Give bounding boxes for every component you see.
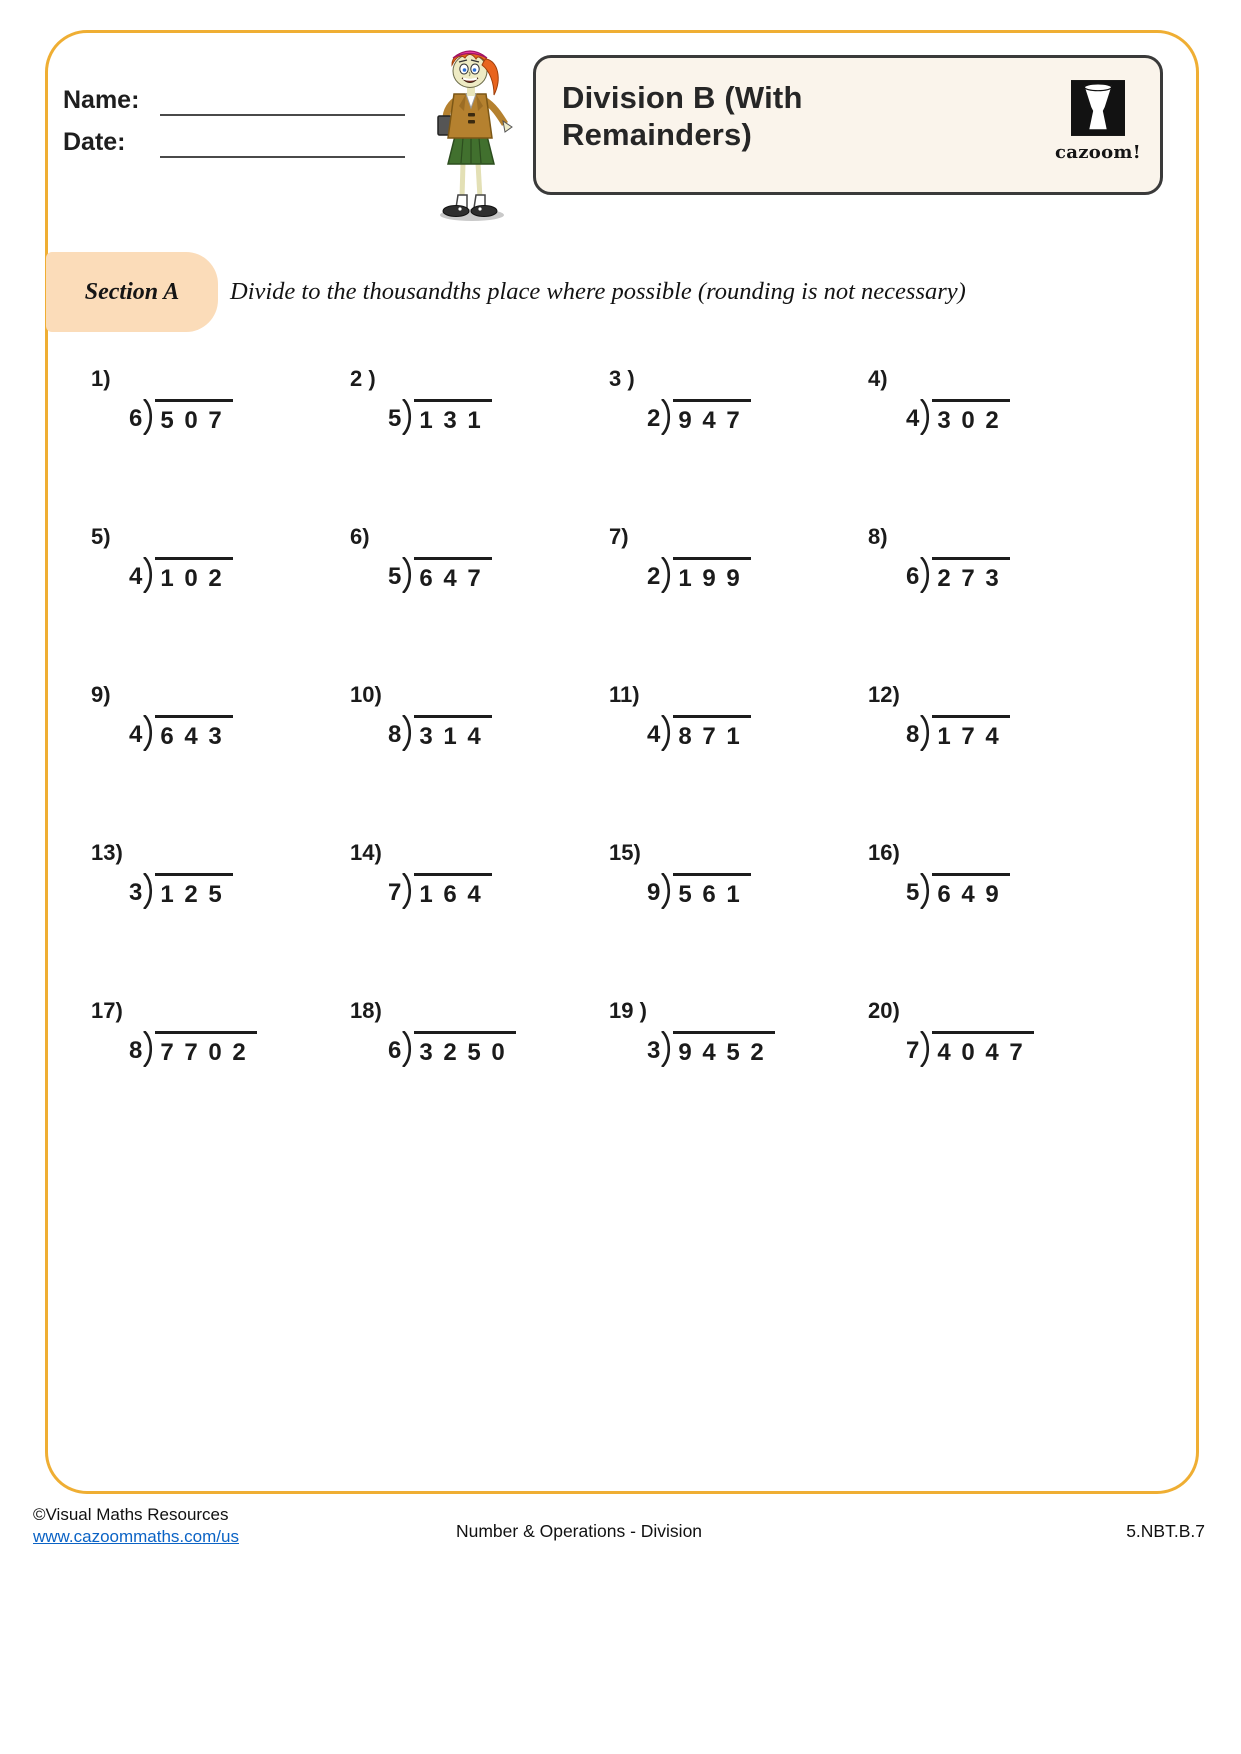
division-divisor: 6 [906,563,920,590]
problem-number: 17) [91,998,123,1023]
division-bracket-icon [920,557,932,593]
long-division-expression [647,399,751,435]
long-division-expression [906,715,1010,751]
long-division-expression [388,1031,516,1067]
problem-number: 18) [350,998,382,1023]
division-dividend: 2 7 3 [932,557,1009,593]
division-divisor: 3 [129,879,143,906]
division-divisor: 5 [388,563,402,590]
division-divisor: 4 [647,721,661,748]
problem-number: 5) [91,524,111,549]
long-division-expression [647,1031,775,1067]
title-box [533,55,1163,195]
division-bracket-icon [661,1031,673,1067]
website-link[interactable]: www.cazoommaths.com/us [33,1527,239,1546]
division-problem [344,520,603,678]
long-division-expression [388,399,492,435]
division-bracket-icon [402,557,414,593]
girl-clipart-icon [418,40,518,222]
problem-number: 3 ) [609,366,635,391]
long-division-expression [388,557,492,593]
long-division-expression [388,715,492,751]
division-problem [85,836,344,994]
division-dividend: 8 7 1 [673,715,750,751]
problem-number: 13) [91,840,123,865]
section-badge [46,252,218,332]
division-divisor: 5 [906,879,920,906]
division-problem [85,994,344,1152]
name-write-line [160,114,405,116]
division-problem [603,678,862,836]
division-problem [603,836,862,994]
page-title: Division B (With Remainders) [562,80,803,152]
problem-number: 4) [868,366,888,391]
division-divisor: 4 [129,721,143,748]
division-bracket-icon [661,873,673,909]
division-dividend: 6 4 7 [414,557,491,593]
division-divisor: 6 [129,405,143,432]
division-divisor: 8 [129,1037,143,1064]
division-bracket-icon [661,399,673,435]
division-problem [603,520,862,678]
problem-number: 10) [350,682,382,707]
division-problem [862,836,1121,994]
division-dividend: 1 3 1 [414,399,491,435]
long-division-expression [129,557,233,593]
division-bracket-icon [661,715,673,751]
division-bracket-icon [143,1031,155,1067]
division-bracket-icon [143,873,155,909]
division-dividend: 1 0 2 [155,557,232,593]
division-bracket-icon [143,399,155,435]
division-problem [862,520,1121,678]
division-divisor: 4 [906,405,920,432]
division-problem [85,678,344,836]
division-bracket-icon [402,715,414,751]
problem-number: 9) [91,682,111,707]
problem-number: 7) [609,524,629,549]
division-dividend: 6 4 3 [155,715,232,751]
long-division-expression [647,715,751,751]
division-problem [85,520,344,678]
problem-number: 14) [350,840,382,865]
division-divisor: 8 [388,721,402,748]
division-problem [603,994,862,1152]
long-division-expression [388,873,492,909]
division-divisor: 7 [906,1037,920,1064]
problem-number: 19 ) [609,998,647,1023]
division-problem [862,994,1121,1152]
division-divisor: 3 [647,1037,661,1064]
division-bracket-icon [402,1031,414,1067]
problem-number: 15) [609,840,641,865]
section-badge-label: Section A [84,278,180,305]
division-dividend: 3 1 4 [414,715,491,751]
student-girl-illustration [418,40,518,227]
long-division-expression [906,399,1010,435]
problem-number: 8) [868,524,888,549]
division-bracket-icon [143,557,155,593]
problems-grid [85,362,1121,1152]
long-division-expression [906,873,1010,909]
problem-number: 2 ) [350,366,376,391]
division-dividend: 9 4 7 [673,399,750,435]
division-dividend: 5 6 1 [673,873,750,909]
division-divisor: 9 [647,879,661,906]
division-dividend: 1 6 4 [414,873,491,909]
division-dividend: 1 7 4 [932,715,1009,751]
division-dividend: 4 0 4 7 [932,1031,1033,1067]
problem-number: 6) [350,524,370,549]
division-divisor: 8 [906,721,920,748]
instruction-text: Divide to the thousandths place where possible (rounding is not necessary) [230,278,966,305]
division-dividend: 9 4 5 2 [673,1031,774,1067]
division-divisor: 6 [388,1037,402,1064]
long-division-expression [647,873,751,909]
long-division-expression [129,715,233,751]
division-problem [344,836,603,994]
long-division-expression [906,557,1010,593]
division-problem [85,362,344,520]
problem-number: 16) [868,840,900,865]
division-divisor: 2 [647,563,661,590]
division-divisor: 7 [388,879,402,906]
division-bracket-icon [920,399,932,435]
long-division-expression [129,399,233,435]
division-problem [862,362,1121,520]
division-problem [603,362,862,520]
problem-number: 12) [868,682,900,707]
problem-number: 1) [91,366,111,391]
division-problem [344,362,603,520]
division-problem [344,994,603,1152]
division-dividend: 1 2 5 [155,873,232,909]
logo-text: cazoom! [1055,142,1141,163]
copyright-text: ©Visual Maths Resources [33,1505,229,1524]
date-write-line [160,156,405,158]
djembe-drum-icon [1071,80,1125,136]
division-problem [344,678,603,836]
division-bracket-icon [402,873,414,909]
division-divisor: 5 [388,405,402,432]
division-dividend: 6 4 9 [932,873,1009,909]
standard-code: 5.NBT.B.7 [1126,1521,1205,1541]
date-label: Date: [63,128,126,156]
division-dividend: 7 7 0 2 [155,1031,256,1067]
long-division-expression [129,873,233,909]
division-dividend: 3 2 5 0 [414,1031,515,1067]
division-bracket-icon [402,399,414,435]
long-division-expression [129,1031,257,1067]
footer-topic-text: Number & Operations - Division [455,1521,703,1541]
problem-number: 20) [868,998,900,1023]
problem-number: 11) [609,682,640,707]
long-division-expression [906,1031,1034,1067]
division-divisor: 2 [647,405,661,432]
division-divisor: 4 [129,563,143,590]
division-bracket-icon [920,1031,932,1067]
division-bracket-icon [143,715,155,751]
division-problem [862,678,1121,836]
cazoom-logo [1050,80,1146,163]
name-label: Name: [63,86,140,114]
long-division-expression [647,557,751,593]
division-bracket-icon [920,873,932,909]
division-dividend: 1 9 9 [673,557,750,593]
division-bracket-icon [920,715,932,751]
division-dividend: 5 0 7 [155,399,232,435]
division-dividend: 3 0 2 [932,399,1009,435]
division-bracket-icon [661,557,673,593]
